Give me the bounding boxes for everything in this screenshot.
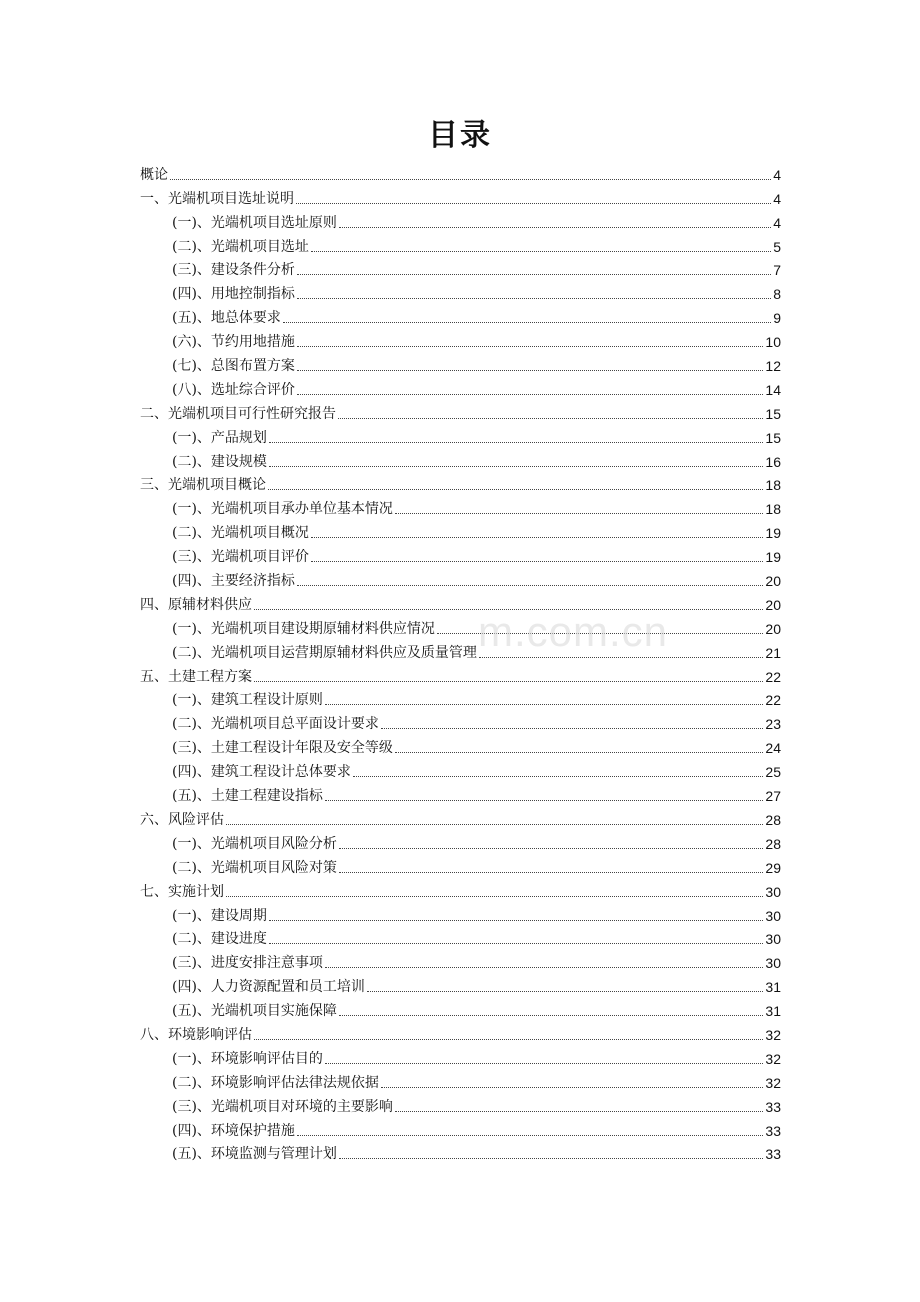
toc-entry-title: 三、光端机项目概论 <box>140 477 266 494</box>
dot-leader <box>339 1158 763 1159</box>
dot-leader <box>297 585 763 586</box>
toc-entry-title: (四)、建筑工程设计总体要求 <box>172 764 351 781</box>
toc-page-number: 29 <box>765 859 781 876</box>
dot-leader <box>325 800 763 801</box>
toc-page-number: 20 <box>765 573 781 590</box>
toc-entry-title: (三)、光端机项目评价 <box>172 549 309 566</box>
toc-entry-title: (四)、主要经济指标 <box>172 573 295 590</box>
toc-subentry[interactable] <box>140 829 781 853</box>
toc-entry-title: (二)、建设进度 <box>172 931 267 948</box>
toc-entry-title: (二)、光端机项目总平面设计要求 <box>172 716 379 733</box>
dot-leader <box>311 561 763 562</box>
dot-leader <box>254 681 763 682</box>
toc-entry[interactable] <box>140 160 781 184</box>
dot-leader <box>268 489 763 490</box>
dot-leader <box>339 227 771 228</box>
toc-page-number: 33 <box>765 1146 781 1163</box>
toc-subentry[interactable] <box>140 1116 781 1140</box>
dot-leader <box>479 657 763 658</box>
toc-subentry[interactable] <box>140 1140 781 1164</box>
toc-page-number: 28 <box>765 835 781 852</box>
dot-leader <box>269 466 763 467</box>
toc-entry-title: (一)、光端机项目建设期原辅材料供应情况 <box>172 620 435 637</box>
dot-leader <box>311 537 763 538</box>
toc-entry-title: (四)、环境保护措施 <box>172 1122 295 1139</box>
toc-subentry[interactable] <box>140 733 781 757</box>
toc-subentry[interactable] <box>140 614 781 638</box>
toc-page-number: 32 <box>765 1026 781 1043</box>
toc-page-number: 25 <box>765 764 781 781</box>
toc-entry-title: (五)、环境监测与管理计划 <box>172 1146 337 1163</box>
toc-page-number: 18 <box>765 501 781 518</box>
toc-entry[interactable] <box>140 399 781 423</box>
toc-entry-title: (二)、光端机项目概况 <box>172 525 309 542</box>
toc-entry-title: 五、土建工程方案 <box>140 668 252 685</box>
toc-page-number: 4 <box>773 190 781 207</box>
toc-page-number: 10 <box>765 334 781 351</box>
toc-entry-title: (一)、光端机项目风险分析 <box>172 835 337 852</box>
toc-page-number: 20 <box>765 596 781 613</box>
toc-entry-title: (二)、光端机项目选址 <box>172 238 309 255</box>
toc-entry-title: 七、实施计划 <box>140 883 224 900</box>
toc-subentry[interactable] <box>140 232 781 256</box>
toc-subentry[interactable] <box>140 375 781 399</box>
toc-entry-title: (三)、建设条件分析 <box>172 262 295 279</box>
dot-leader <box>170 179 771 180</box>
dot-leader <box>296 203 771 204</box>
toc-page-number: 30 <box>765 907 781 924</box>
toc-subentry[interactable] <box>140 781 781 805</box>
dot-leader <box>297 1135 763 1136</box>
toc-subentry[interactable] <box>140 303 781 327</box>
dot-leader <box>339 848 763 849</box>
table-of-contents <box>140 160 781 1163</box>
toc-subentry[interactable] <box>140 853 781 877</box>
dot-leader <box>226 824 763 825</box>
toc-subentry[interactable] <box>140 638 781 662</box>
toc-entry-title: (一)、建筑工程设计原则 <box>172 692 323 709</box>
dot-leader <box>325 1063 763 1064</box>
toc-entry-title: (七)、总图布置方案 <box>172 358 295 375</box>
toc-entry[interactable] <box>140 1020 781 1044</box>
toc-entry[interactable] <box>140 184 781 208</box>
toc-page-number: 32 <box>765 1074 781 1091</box>
toc-page-number: 4 <box>773 214 781 231</box>
toc-subentry[interactable] <box>140 327 781 351</box>
toc-page-number: 22 <box>765 668 781 685</box>
toc-page-number: 4 <box>773 166 781 183</box>
toc-subentry[interactable] <box>140 1092 781 1116</box>
toc-entry[interactable] <box>140 590 781 614</box>
dot-leader <box>297 346 763 347</box>
toc-page-number: 18 <box>765 477 781 494</box>
toc-entry-title: (一)、环境影响评估目的 <box>172 1050 323 1067</box>
toc-page-number: 30 <box>765 955 781 972</box>
toc-page-number: 31 <box>765 1003 781 1020</box>
toc-page-number: 8 <box>773 286 781 303</box>
dot-leader <box>381 1087 763 1088</box>
dot-leader <box>339 872 763 873</box>
dot-leader <box>269 442 763 443</box>
dot-leader <box>226 896 763 897</box>
toc-entry-title: (五)、光端机项目实施保障 <box>172 1003 337 1020</box>
toc-subentry[interactable] <box>140 423 781 447</box>
toc-page-number: 22 <box>765 692 781 709</box>
toc-page-number: 7 <box>773 262 781 279</box>
dot-leader <box>311 251 771 252</box>
toc-page-number: 12 <box>765 358 781 375</box>
toc-page-number: 21 <box>765 644 781 661</box>
toc-subentry[interactable] <box>140 256 781 280</box>
toc-entry[interactable] <box>140 805 781 829</box>
toc-page-number: 15 <box>765 429 781 446</box>
toc-subentry[interactable] <box>140 757 781 781</box>
toc-entry[interactable] <box>140 877 781 901</box>
dot-leader <box>367 991 763 992</box>
toc-subentry[interactable] <box>140 518 781 542</box>
toc-entry-title: (六)、节约用地措施 <box>172 334 295 351</box>
dot-leader <box>395 1111 763 1112</box>
toc-subentry[interactable] <box>140 279 781 303</box>
dot-leader <box>297 394 763 395</box>
dot-leader <box>297 274 771 275</box>
toc-entry-title: (三)、进度安排注意事项 <box>172 955 323 972</box>
toc-entry-title: (五)、地总体要求 <box>172 310 281 327</box>
toc-subentry[interactable] <box>140 542 781 566</box>
toc-subentry[interactable] <box>140 709 781 733</box>
toc-page-number: 30 <box>765 931 781 948</box>
toc-page-number: 20 <box>765 620 781 637</box>
toc-entry-title: (一)、光端机项目选址原则 <box>172 214 337 231</box>
toc-entry-title: (八)、选址综合评价 <box>172 381 295 398</box>
dot-leader <box>325 704 763 705</box>
toc-page-number: 23 <box>765 716 781 733</box>
toc-page-number: 5 <box>773 238 781 255</box>
toc-entry-title: 一、光端机项目选址说明 <box>140 190 294 207</box>
toc-subentry[interactable] <box>140 996 781 1020</box>
dot-leader <box>269 943 763 944</box>
dot-leader <box>297 298 771 299</box>
dot-leader <box>395 752 763 753</box>
toc-entry-title: (二)、环境影响评估法律法规依据 <box>172 1074 379 1091</box>
dot-leader <box>283 322 771 323</box>
toc-entry-title: 概论 <box>140 166 168 183</box>
toc-entry-title: (四)、用地控制指标 <box>172 286 295 303</box>
dot-leader <box>325 967 763 968</box>
toc-page-number: 30 <box>765 883 781 900</box>
toc-entry-title: (二)、光端机项目风险对策 <box>172 859 337 876</box>
toc-page-number: 28 <box>765 811 781 828</box>
toc-page-number: 16 <box>765 453 781 470</box>
toc-subentry[interactable] <box>140 925 781 949</box>
toc-entry[interactable] <box>140 471 781 495</box>
toc-page-number: 15 <box>765 405 781 422</box>
dot-leader <box>395 513 763 514</box>
toc-page-number: 31 <box>765 979 781 996</box>
toc-page-number: 14 <box>765 381 781 398</box>
toc-entry-title: (三)、土建工程设计年限及安全等级 <box>172 740 393 757</box>
toc-entry-title: (一)、建设周期 <box>172 907 267 924</box>
toc-subentry[interactable] <box>140 566 781 590</box>
dot-leader <box>297 370 763 371</box>
toc-entry-title: (五)、土建工程建设指标 <box>172 788 323 805</box>
toc-entry-title: (二)、光端机项目运营期原辅材料供应及质量管理 <box>172 644 477 661</box>
dot-leader <box>339 1015 763 1016</box>
toc-subentry[interactable] <box>140 1068 781 1092</box>
toc-subentry[interactable] <box>140 208 781 232</box>
toc-subentry[interactable] <box>140 901 781 925</box>
toc-subentry[interactable] <box>140 948 781 972</box>
dot-leader <box>269 920 763 921</box>
toc-entry-title: 二、光端机项目可行性研究报告 <box>140 405 336 422</box>
toc-entry-title: (四)、人力资源配置和员工培训 <box>172 979 365 996</box>
toc-page-number: 32 <box>765 1050 781 1067</box>
toc-entry-title: 四、原辅材料供应 <box>140 596 252 613</box>
toc-entry-title: 八、环境影响评估 <box>140 1026 252 1043</box>
dot-leader <box>381 728 763 729</box>
toc-page-number: 9 <box>773 310 781 327</box>
toc-entry-title: (一)、光端机项目承办单位基本情况 <box>172 501 393 518</box>
page-title: 目录 <box>428 118 492 153</box>
toc-subentry[interactable] <box>140 494 781 518</box>
dot-leader <box>254 609 763 610</box>
watermark: m.com.cn <box>478 608 669 655</box>
toc-entry-title: (二)、建设规模 <box>172 453 267 470</box>
dot-leader <box>254 1039 763 1040</box>
toc-subentry[interactable] <box>140 686 781 710</box>
toc-page-number: 19 <box>765 549 781 566</box>
toc-subentry[interactable] <box>140 972 781 996</box>
toc-page-number: 24 <box>765 740 781 757</box>
toc-entry-title: 六、风险评估 <box>140 811 224 828</box>
dot-leader <box>338 418 763 419</box>
toc-page-number: 33 <box>765 1122 781 1139</box>
toc-subentry[interactable] <box>140 351 781 375</box>
toc-subentry[interactable] <box>140 1044 781 1068</box>
toc-page-number: 27 <box>765 788 781 805</box>
dot-leader <box>437 633 763 634</box>
toc-page-number: 33 <box>765 1098 781 1115</box>
toc-entry[interactable] <box>140 662 781 686</box>
dot-leader <box>353 776 763 777</box>
toc-entry-title: (三)、光端机项目对环境的主要影响 <box>172 1098 393 1115</box>
toc-page-number: 19 <box>765 525 781 542</box>
toc-subentry[interactable] <box>140 447 781 471</box>
toc-entry-title: (一)、产品规划 <box>172 429 267 446</box>
